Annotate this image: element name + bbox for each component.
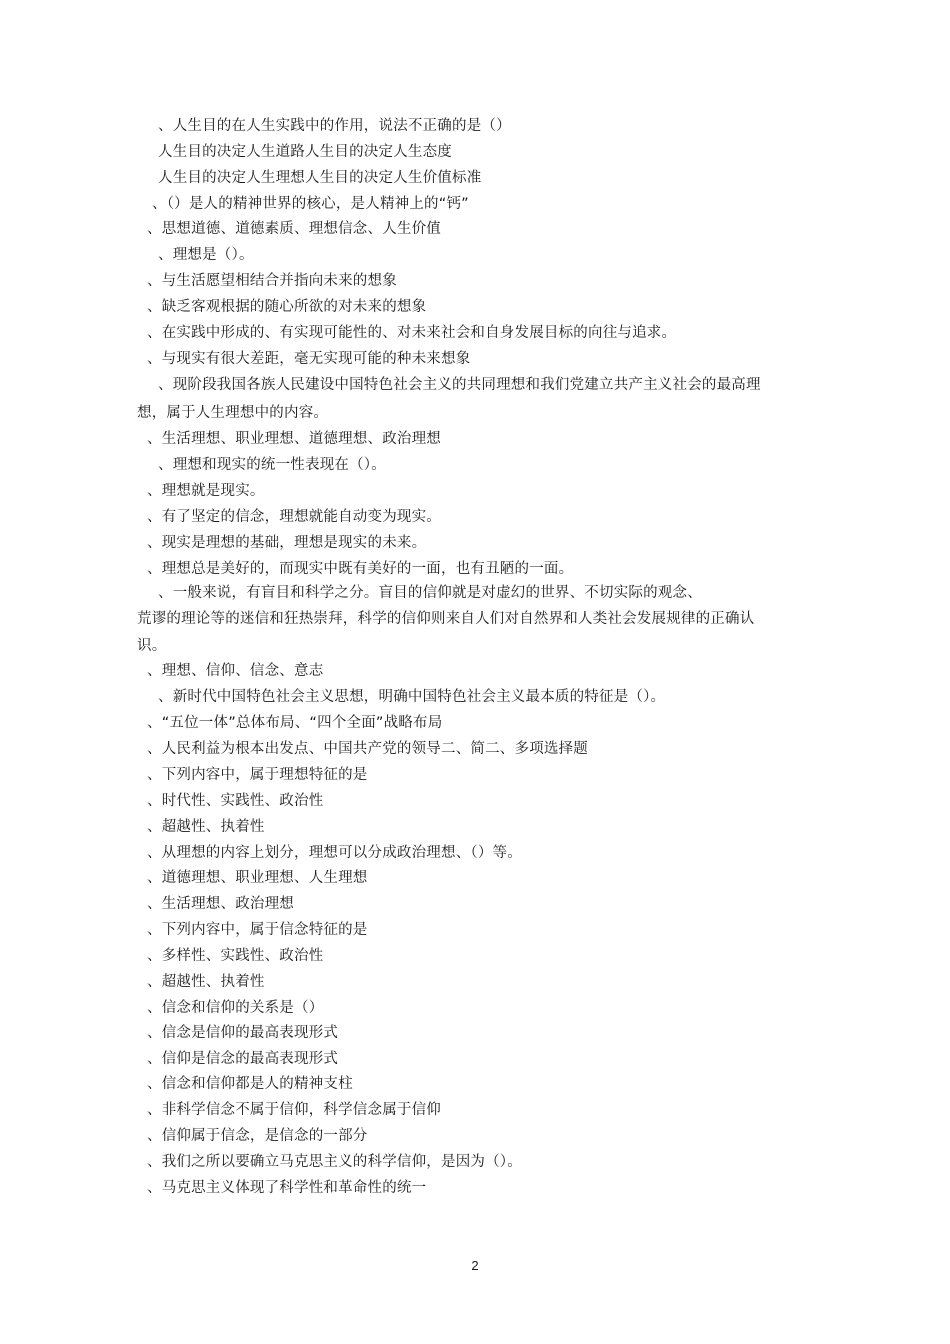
text-line: 、思想道德、道德素质、理想信念、人生价值 [147, 221, 441, 237]
text-line: 人生目的决定人生理想人生目的决定人生价值标准 [158, 170, 482, 186]
text-line: 、有了坚定的信念，理想就能自动变为现实。 [147, 509, 441, 525]
text-line: 、信念和信仰的关系是（） [147, 1000, 324, 1016]
text-line: 、人民利益为根本出发点、中国共产党的领导二、简二、多项选择题 [147, 741, 588, 757]
text-line: 人生目的决定人生道路人生目的决定人生态度 [158, 144, 452, 160]
text-line: 、我们之所以要确立马克思主义的科学信仰，是因为（）。 [147, 1154, 522, 1170]
page-number: 2 [471, 1258, 479, 1273]
text-line: 、信仰是信念的最高表现形式 [147, 1051, 339, 1067]
text-line: 、超越性、执着性 [147, 974, 265, 990]
text-line: 、下列内容中，属于信念特征的是 [147, 922, 368, 938]
text-line: 、缺乏客观根据的随心所欲的对未来的想象 [147, 299, 427, 315]
text-line: 、多样性、实践性、政治性 [147, 948, 324, 964]
text-line: 、非科学信念不属于信仰，科学信念属于信仰 [147, 1102, 441, 1118]
text-line: 、现阶段我国各族人民建设中国特色社会主义的共同理想和我们党建立共产主义社会的最高理 [158, 377, 761, 393]
text-line: 、人生目的在人生实践中的作用，说法不正确的是（） [158, 118, 511, 134]
text-line: 、（）是人的精神世界的核心，是人精神上的“钙” [152, 196, 469, 212]
text-line: 、信念和信仰都是人的精神支柱 [147, 1076, 353, 1092]
text-line: 、新时代中国特色社会主义思想，明确中国特色社会主义最本质的特征是（）。 [158, 689, 666, 705]
text-line: 、道德理想、职业理想、人生理想 [147, 870, 368, 886]
text-line: 、“五位一体”总体布局、“四个全面”战略布局 [147, 715, 443, 731]
text-line: 、理想总是美好的，而现实中既有美好的一面，也有丑陋的一面。 [147, 561, 574, 577]
text-line: 荒谬的理论等的迷信和狂热崇拜，科学的信仰则来自人们对自然界和人类社会发展规律的正确认 [137, 611, 755, 627]
text-line: 、现实是理想的基础，理想是现实的未来。 [147, 535, 427, 551]
text-line: 、超越性、执着性 [147, 819, 265, 835]
text-line: 、理想就是现实。 [147, 483, 265, 499]
text-line: 、生活理想、职业理想、道德理想、政治理想 [147, 431, 441, 447]
text-line: 、马克思主义体现了科学性和革命性的统一 [147, 1180, 427, 1196]
text-line: 、时代性、实践性、政治性 [147, 793, 324, 809]
text-line: 、信念是信仰的最高表现形式 [147, 1025, 339, 1041]
text-line: 、从理想的内容上划分，理想可以分成政治理想、（）等。 [147, 845, 522, 861]
text-line: 、理想是（）。 [158, 247, 254, 263]
text-line: 、下列内容中，属于理想特征的是 [147, 767, 368, 783]
text-line: 、一般来说，有盲目和科学之分。盲目的信仰就是对虚幻的世界、不切实际的观念、 [158, 585, 702, 601]
text-line: 、理想和现实的统一性表现在（）。 [158, 457, 386, 473]
text-line: 、生活理想、政治理想 [147, 896, 294, 912]
text-line: 、与现实有很大差距，毫无实现可能的种未来想象 [147, 351, 471, 367]
text-line: 想，属于人生理想中的内容。 [137, 405, 329, 421]
text-line: 识。 [137, 638, 167, 654]
text-line: 、在实践中形成的、有实现可能性的、对未来社会和自身发展目标的向往与追求。 [147, 325, 677, 341]
text-line: 、与生活愿望相结合并指向未来的想象 [147, 273, 397, 289]
text-line: 、理想、信仰、信念、意志 [147, 663, 324, 679]
text-line: 、信仰属于信念，是信念的一部分 [147, 1128, 368, 1144]
